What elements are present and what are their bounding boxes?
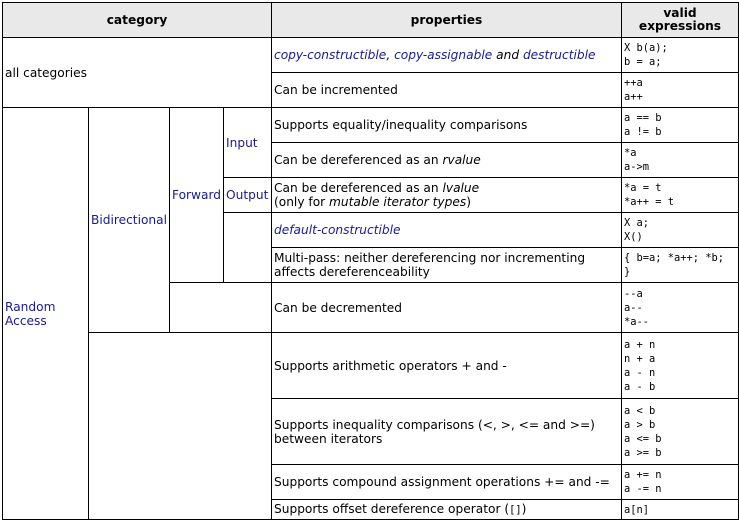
offset-suffix: ) — [521, 502, 527, 516]
expr-line: a > b — [623, 418, 656, 431]
rvalue-em: rvalue — [442, 153, 481, 167]
category-output[interactable]: Output — [224, 178, 272, 213]
lvalue-line2-prefix: (only for — [274, 195, 330, 209]
expr-line: a < b — [623, 404, 656, 417]
expr-decrement — [621, 283, 738, 333]
expr-line: { b=a; *a++; *b; } — [623, 252, 725, 278]
expr-line: n + a — [623, 352, 656, 365]
expr-compound — [621, 465, 738, 500]
table-row-equality — [3, 108, 739, 143]
property-arithmetic: Supports arithmetic operators + and - — [272, 333, 622, 399]
property-offset — [272, 500, 622, 520]
header-category: category — [3, 3, 272, 38]
expr-line: *a — [623, 147, 637, 159]
expr-rvalue — [621, 143, 738, 178]
expr-lvalue — [621, 178, 738, 213]
expr-arithmetic — [621, 333, 738, 399]
table-row-arithmetic — [3, 333, 739, 399]
category-empty-cell — [224, 213, 272, 283]
lvalue-prefix: Can be dereferenced as an — [274, 181, 443, 195]
category-random-access[interactable]: Random Access — [3, 108, 89, 520]
expr-increment — [621, 73, 738, 108]
lvalue-line2-em: mutable iterator types — [329, 195, 467, 209]
expr-line: --a — [623, 287, 643, 300]
rvalue-prefix: Can be dereferenced as an — [274, 153, 443, 167]
expr-line: b = a; — [623, 56, 662, 68]
header-valid-expressions — [621, 3, 738, 38]
expr-line: X a; — [623, 217, 649, 229]
expr-line: a -= n — [623, 483, 662, 495]
lvalue-line2 — [274, 195, 619, 209]
expr-line: a >= b — [623, 446, 662, 459]
category-empty-cell — [170, 283, 272, 333]
header-valid-line1: valid — [663, 6, 697, 20]
expr-offset — [621, 500, 738, 520]
category-input[interactable]: Input — [224, 108, 272, 178]
lvalue-em: lvalue — [442, 181, 480, 195]
expr-line: a == b — [623, 112, 662, 124]
copy-sep2: and — [492, 48, 523, 62]
expr-equality — [621, 108, 738, 143]
lvalue-line1 — [274, 181, 619, 195]
expr-line: a += n — [623, 469, 662, 481]
property-copy — [272, 38, 622, 73]
iterator-categories-table — [2, 2, 739, 520]
expr-line: a->m — [623, 161, 649, 173]
expr-line: X b(a); — [623, 42, 668, 54]
expr-line: a++ — [623, 91, 643, 103]
table-row-copy — [3, 38, 739, 73]
expr-line: a - b — [623, 380, 656, 393]
offset-prefix: Supports offset dereference operator ( — [274, 502, 510, 516]
link-destructible[interactable]: destructible — [522, 48, 596, 62]
link-copy-constructible[interactable]: copy-constructible — [274, 48, 387, 62]
property-compound: Supports compound assignment operations += and -= — [272, 465, 622, 500]
link-copy-assignable[interactable]: copy-assignable — [394, 48, 493, 62]
property-inequality: Supports inequality comparisons (<, >, <= and >=) between iterators — [272, 399, 622, 465]
category-empty-cell — [88, 333, 271, 520]
category-all: all categories — [3, 38, 272, 108]
link-default-constructible[interactable]: default-constructible — [272, 213, 622, 248]
expr-line: *a++ = t — [623, 196, 675, 208]
copy-sep1: , — [386, 48, 395, 62]
expr-line: a - n — [623, 366, 656, 379]
expr-multipass — [621, 248, 738, 283]
property-equality: Supports equality/inequality comparisons — [272, 108, 622, 143]
expr-line: *a-- — [623, 315, 649, 328]
header-properties: properties — [272, 3, 622, 38]
expr-copy — [621, 38, 738, 73]
property-rvalue — [272, 143, 622, 178]
category-forward[interactable]: Forward — [170, 108, 224, 283]
property-lvalue — [272, 178, 622, 213]
property-increment: Can be incremented — [272, 73, 622, 108]
expr-line: a <= b — [623, 432, 662, 445]
offset-code: [] — [509, 504, 522, 516]
expr-default — [621, 213, 738, 248]
expr-line: a != b — [623, 126, 662, 138]
expr-line: X() — [623, 231, 643, 243]
property-multipass: Multi-pass: neither dereferencing nor incrementing affects dereferenceability — [272, 248, 622, 283]
category-bidirectional[interactable]: Bidirectional — [88, 108, 169, 333]
expr-line: ++a — [623, 77, 643, 89]
expr-line: *a = t — [623, 182, 662, 194]
lvalue-line2-suffix: ) — [466, 195, 471, 209]
property-decrement: Can be decremented — [272, 283, 622, 333]
header-row — [3, 3, 739, 38]
expr-line: a-- — [623, 301, 643, 314]
expr-line: a[n] — [623, 503, 649, 516]
expr-inequality — [621, 399, 738, 465]
expr-line: a + n — [623, 338, 656, 351]
header-valid-line2: expressions — [638, 19, 722, 33]
